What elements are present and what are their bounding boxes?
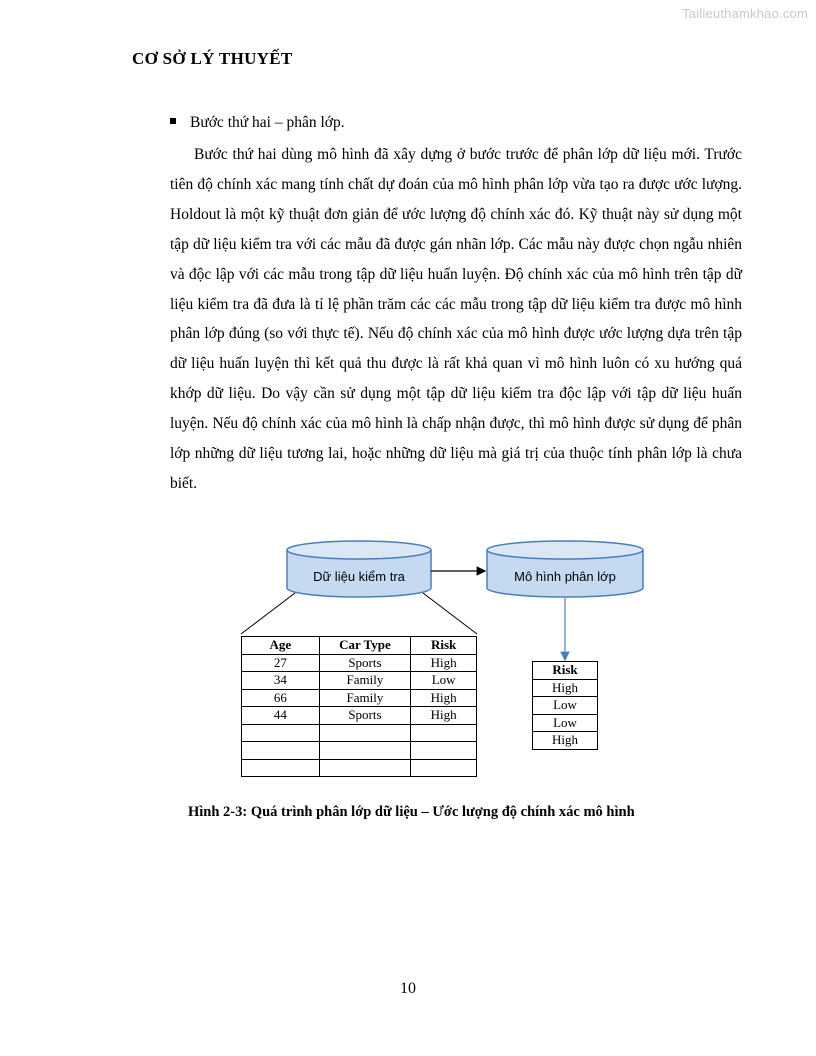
table-cell bbox=[411, 759, 477, 777]
table-cell: 66 bbox=[242, 689, 320, 707]
table-cell bbox=[242, 759, 320, 777]
table-header-row bbox=[242, 637, 477, 655]
test-data-table bbox=[241, 636, 477, 777]
table-cell: Low bbox=[411, 672, 477, 690]
table-cell: Family bbox=[319, 672, 411, 690]
table-row bbox=[533, 714, 598, 732]
section-heading: CƠ SỞ LÝ THUYẾT bbox=[132, 49, 293, 68]
header-cell: Car Type bbox=[319, 637, 411, 655]
table-cell: High bbox=[411, 689, 477, 707]
table-cell bbox=[242, 724, 320, 742]
table-cell bbox=[319, 724, 411, 742]
bullet-item bbox=[170, 114, 345, 132]
watermark: Tailieuthamkhao.com bbox=[682, 6, 808, 21]
expand-line-left bbox=[241, 593, 295, 634]
table-cell bbox=[411, 742, 477, 760]
result-table bbox=[532, 661, 598, 750]
model-cylinder bbox=[487, 541, 643, 597]
table-row bbox=[242, 689, 477, 707]
test-data-cylinder bbox=[287, 541, 431, 597]
table-cell: 27 bbox=[242, 654, 320, 672]
table-cell: Low bbox=[533, 714, 598, 732]
table-row bbox=[242, 707, 477, 725]
table-cell: High bbox=[411, 707, 477, 725]
table-cell: 34 bbox=[242, 672, 320, 690]
table-row bbox=[242, 759, 477, 777]
table-cell bbox=[242, 742, 320, 760]
table-row bbox=[242, 742, 477, 760]
header-cell: Risk bbox=[411, 637, 477, 655]
table-row bbox=[242, 654, 477, 672]
table-cell: High bbox=[533, 679, 598, 697]
table-row bbox=[242, 672, 477, 690]
table-row bbox=[533, 697, 598, 715]
bullet-text: Bước thứ hai – phân lớp. bbox=[190, 114, 345, 131]
body-paragraph: Bước thứ hai dùng mô hình đã xây dựng ở bước trước để phân lớp dữ liệu mới. Trước tiên độ chính xác mang tính chất dự đoán của mô hình phân lớp vừa tạo ra được ước lượng. Holdout là một kỹ thuật đơn giản để ước lượng độ chính xác đó. Kỹ thuật này sử dụng một tập dữ liệu kiểm tra với các mẫu đã được gán nhãn lớp. Các mẫu này được chọn ngẫu nhiên và độc lập với các mẫu trong tập dữ liệu huấn luyện. Độ chính xác của mô hình trên tập dữ liệu kiểm tra đã đưa là tỉ lệ phần trăm các các mẫu trong tập dữ liệu kiểm tra được mô hình phân lớp đúng (so với thực tế). Nếu độ chính xác của mô hình được ước lượng dựa trên tập dữ liệu huấn luyện thì kết quả thu được là rất khả quan vì mô hình luôn có xu hướng quá khớp dữ liệu. Do vậy cần sử dụng một tập dữ liệu kiểm tra độc lập với tập dữ liệu huấn luyện. Nếu độ chính xác của mô hình là chấp nhận được, thì mô hình được sử dụng để phân lớp những dữ liệu tương lai, hoặc những dữ liệu mà giá trị của thuộc tính phân lớp là chưa biết. bbox=[170, 146, 742, 492]
page-number: 10 bbox=[400, 980, 416, 997]
table-cell: High bbox=[533, 732, 598, 750]
header-cell: Risk bbox=[533, 662, 598, 680]
header-cell: Age bbox=[242, 637, 320, 655]
table-cell: Low bbox=[533, 697, 598, 715]
table-cell bbox=[411, 724, 477, 742]
table-cell: 44 bbox=[242, 707, 320, 725]
table-cell: Sports bbox=[319, 654, 411, 672]
table-cell: Family bbox=[319, 689, 411, 707]
table-row bbox=[242, 724, 477, 742]
table-header-row bbox=[533, 662, 598, 680]
table-cell: Sports bbox=[319, 707, 411, 725]
table-row bbox=[533, 679, 598, 697]
model-label: Mô hình phân lớp bbox=[514, 569, 616, 584]
square-bullet-icon bbox=[170, 118, 176, 124]
table-cell bbox=[319, 759, 411, 777]
expand-line-right bbox=[423, 593, 477, 634]
figure-caption: Hình 2-3: Quá trình phân lớp dữ liệu – Ước lượng độ chính xác mô hình bbox=[188, 804, 635, 820]
table-row bbox=[533, 732, 598, 750]
table-cell: High bbox=[411, 654, 477, 672]
table-cell bbox=[319, 742, 411, 760]
test-data-label: Dữ liệu kiểm tra bbox=[313, 569, 405, 584]
